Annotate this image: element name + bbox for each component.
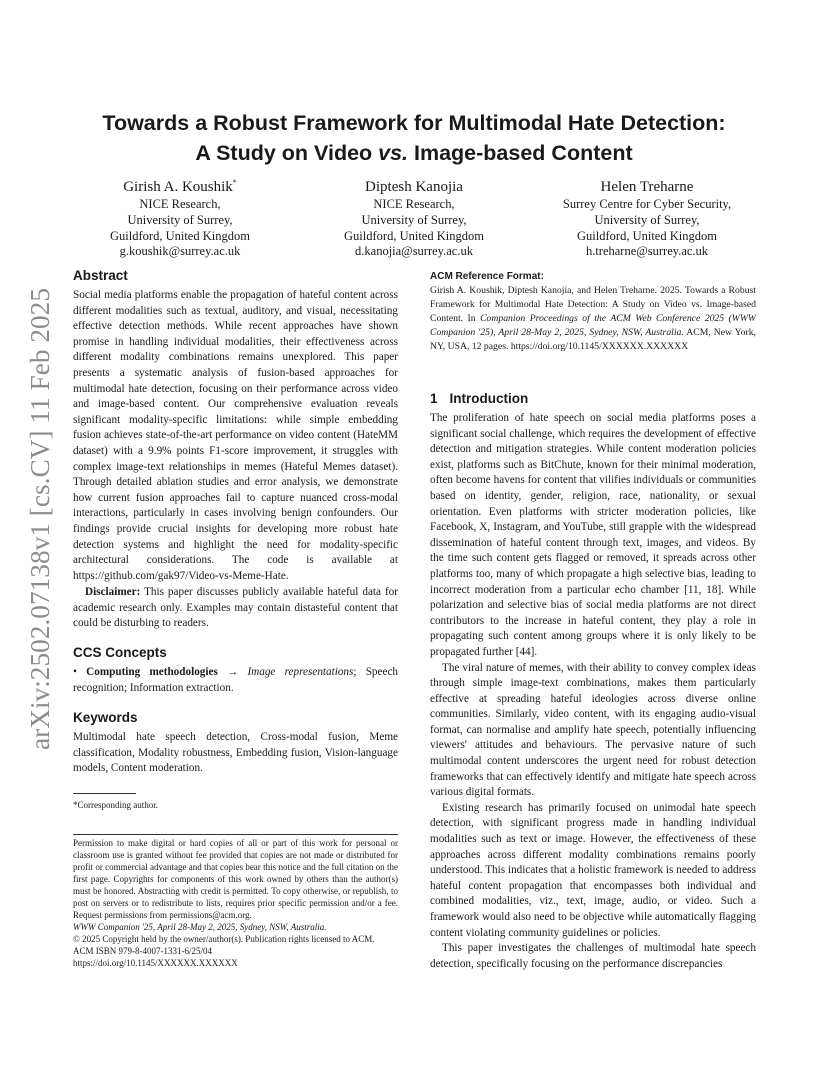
intro-paragraph-2: The viral nature of memes, with their ability to convey complex ideas through simple image-text combinations, makes them particularly effective at spreading hateful ideologies across diverse online communities. Similarly, video content, with its engaging audio-visual format, can normalise and amplify hate speech, potentially influencing viewers' attitudes and behaviours. The pervasive nature of such multimodal content underscores the urgent need for robust detection frameworks that can effectively identify and mitigate hate speech across various digital formats.	[430, 661, 756, 799]
corresponding-mark: *	[232, 178, 237, 187]
author-affiliation: Surrey Centre for Cyber Security,	[562, 197, 732, 211]
author-email: g.koushik@surrey.ac.uk	[119, 244, 241, 259]
author-location: Guildford, United Kingdom	[577, 228, 717, 243]
abstract-heading: Abstract	[73, 268, 128, 283]
arrow-icon: →	[217, 666, 248, 678]
author-location: Guildford, United Kingdom	[110, 228, 250, 243]
author-email: h.treharne@surrey.ac.uk	[585, 244, 709, 259]
title-line-2-end: Image-based Content	[408, 141, 633, 165]
keywords-section	[73, 710, 398, 777]
author-2	[294, 173, 534, 260]
author-affiliation: University of Surrey,	[361, 212, 467, 227]
author-affiliation: NICE Research,	[373, 197, 455, 211]
disclaimer	[73, 585, 398, 632]
introduction-section	[430, 391, 756, 972]
permission-text: Permission to make digital or hard copies of all or part of this work for personal or classroom use is granted without fee provided that copies are not made or distributed for profit or commercial advantage and that copies bear this notice and the full citation on the first page. Copyrights for components of this work owned by others than the author(s) must be honored. Abstracting with credit is permitted. To copy otherwise, or republish, to post on servers or to redistribute to lists, requires prior specific permission and/or a fee. Request permissions from permissions@acm.org.	[73, 838, 398, 920]
ccs-heading: CCS Concepts	[73, 645, 167, 660]
intro-paragraph-3: Existing research has primarily focused on unimodal hate speech detection, with significant progress made in handling individual modalities such as text or image. However, the effectiveness of these approaches across different modality combinations remains poorly understood. This indicates that a holistic framework is needed to address hateful content propagation that encompasses both individual and combined modalities, viz., text, image, audio, or video. Such a framework would also need to be objective while automatically flagging content violating community guidelines or policies.	[430, 801, 756, 939]
title-line-2	[60, 138, 768, 168]
title-line-1: Towards a Robust Framework for Multimodal Hate Detection:	[102, 111, 726, 135]
arxiv-identifier: arXiv:2502.07138v1 [cs.CV] 11 Feb 2025	[25, 293, 55, 750]
author-name: Girish A. Koushik*	[123, 178, 237, 195]
paper-title	[60, 108, 768, 168]
copyright: © 2025 Copyright held by the owner/author(s). Publication rights licensed to ACM.	[73, 934, 375, 944]
author-name: Diptesh Kanojia	[365, 179, 463, 195]
author-affiliation: University of Surrey,	[594, 212, 700, 227]
ccs-concept: Computing methodologies	[86, 666, 218, 678]
ccs-subconcept: Image representations	[247, 666, 354, 678]
disclaimer-label: Disclaimer:	[85, 586, 141, 599]
permission-rule	[73, 834, 398, 835]
title-vs: vs.	[378, 141, 409, 165]
author-3	[526, 173, 768, 260]
author-location: Guildford, United Kingdom	[344, 228, 484, 243]
acm-reference	[430, 271, 756, 354]
acm-ref-venue: Companion Proceedings of the ACM Web Conference 2025 (WWW Companion '25), April 28-May 2, 2025, Sydney, NSW, Australia.	[430, 313, 756, 338]
ccs-section	[73, 645, 398, 696]
intro-paragraph-1: The proliferation of hate speech on social media platforms poses a significant social challenge, which requires the development of effective detection and mitigation strategies. While content moderation policies exist, platforms such as BitChute, known for their minimal moderation, often become havens for content that vilifies individuals or communities based on identity, gender, religion, race, nationality, or sexual orientation. Even platforms with stricter moderation policies, like Facebook, X, Instagram, and YouTube, still grapple with the widespread dissemination of hateful content through text, images, and videos. By the time such content gets flagged or removed, it spreads across other platforms too, many of which propagate a high selective bias, leading to incorrect moderation from a particular echo chamber [11, 18]. While polarization and selective bias of social media platforms are not direct contributors to the increase in hateful content, they play a role in propagating such content among groups where it is only likely to be propagated further [44].	[430, 412, 756, 658]
author-affiliation: University of Surrey,	[127, 212, 233, 227]
disclaimer-text: This paper discusses publicly available hateful data for academic research only. Examples may contain distasteful content that could be disturbing to readers.	[73, 586, 398, 630]
author-affiliation: NICE Research,	[139, 197, 221, 211]
acm-ref-heading: ACM Reference Format:	[430, 271, 544, 282]
footnote-rule	[73, 793, 136, 794]
doi-link[interactable]: https://doi.org/10.1145/XXXXXX.XXXXXX	[73, 958, 238, 968]
footnote: *Corresponding author.	[73, 800, 158, 810]
abstract-section	[73, 268, 398, 632]
author-email: d.kanojia@surrey.ac.uk	[355, 244, 473, 259]
keywords-heading: Keywords	[73, 710, 138, 725]
section-title: Introduction	[449, 391, 529, 406]
keywords-text: Multimodal hate speech detection, Cross-modal fusion, Meme classification, Modality robustness, Embedding fusion, Vision-language models, Content moderation.	[73, 731, 398, 775]
ccs-text: • Computing methodologies → Image representations; Speech recognition; Information extraction.	[73, 666, 399, 694]
arxiv-stamp	[18, 285, 58, 755]
isbn: ACM ISBN 979-8-4007-1331-6/25/04	[73, 946, 212, 956]
author-name: Helen Treharne	[600, 179, 694, 195]
conference-venue: WWW Companion '25, April 28-May 2, 2025, Sydney, NSW, Australia.	[73, 922, 327, 932]
section-number: 1	[430, 391, 438, 406]
title-line-2-start: A Study on Video	[195, 141, 379, 165]
intro-paragraph-4: This paper investigates the challenges of multimodal hate speech detection, specifically focusing on the performance discrepancies	[430, 942, 756, 970]
introduction-heading	[430, 391, 756, 406]
acm-ref-text: Girish A. Koushik, Diptesh Kanojia, and Helen Treharne. 2025. Towards a Robust Framework for Multimodal Hate Detection: A Study on Video vs. Image-based Content. In Companion Proceedings of the ACM Web Conference 2025 (WWW Companion '25), April 28-May 2, 2025, Sydney, NSW, Australia. ACM, New York, NY, USA, 12 pages. https://doi.org/10.1145/XXXXXX.XXXXXX	[430, 285, 756, 352]
permission-block	[73, 837, 398, 969]
abstract-text: Social media platforms enable the propagation of hateful content across different modalities such as textual, auditory, and visual, necessitating effective detection methods. While recent approaches have shown promise in handling individual modalities, their effectiveness across different modality combinations remains unexplored. This paper presents a systematic analysis of fusion-based approaches for multimodal hate detection, focusing on their performance across video and image-based content. Our comprehensive evaluation reveals significant modality-specific limitations: while simple embedding fusion achieves state-of-the-art performance on video content (HateMM dataset) with a 9.9% points F1-score improvement, it struggles with complex image-text relationships in memes (Hateful Memes dataset). Through detailed ablation studies and error analysis, we demonstrate how current fusion approaches fail to capture nuanced cross-modal interactions, particularly in cases involving benign confounders. Our findings provide crucial insights for developing more robust hate detection systems and highlight the need for modality-specific architectural considerations. The code is available at https://github.com/gak97/Video-vs-Meme-Hate.	[73, 289, 398, 582]
author-1	[60, 173, 300, 260]
